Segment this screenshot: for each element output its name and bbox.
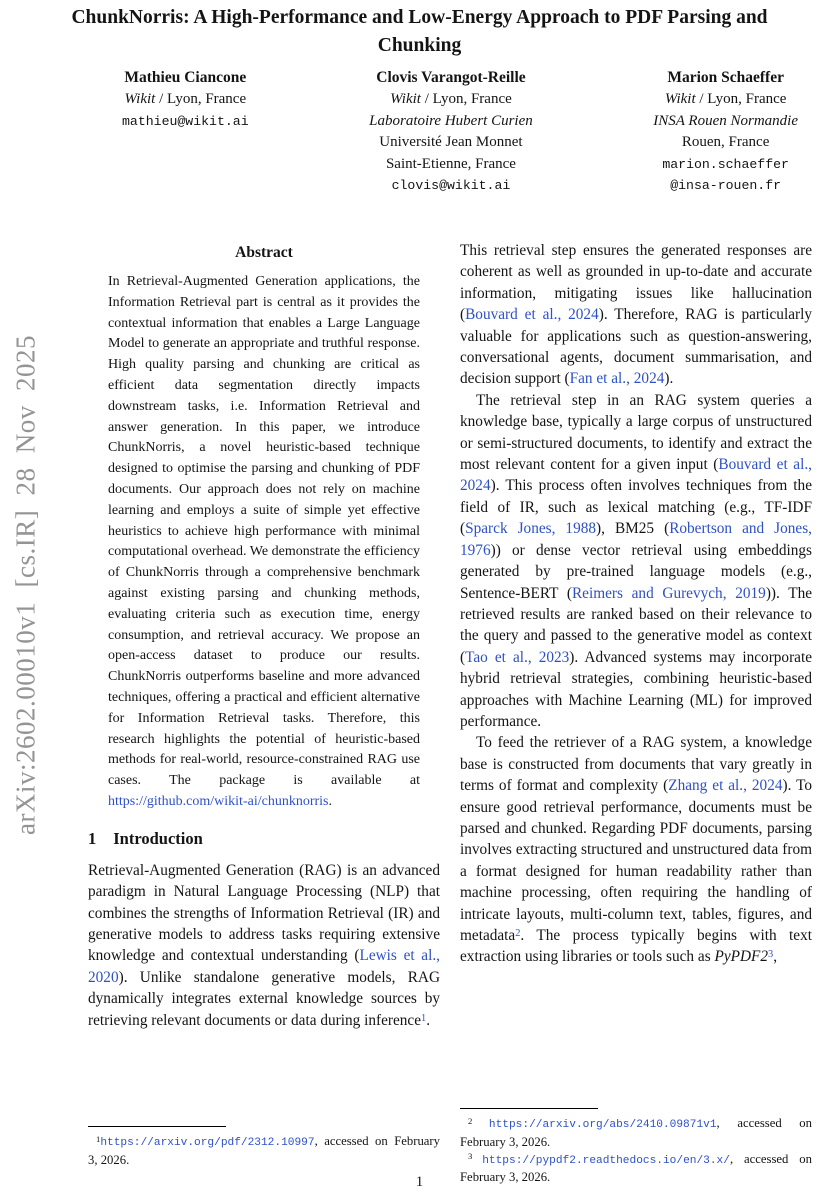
paragraph <box>460 240 812 390</box>
text-run: ). To ensure good retrieval performance, documents must be parsed and chunked. Regarding PDF documents, parsing involves extracting structured and unstructured data from a format designed for human readability rather than machine processing, often requiring the handling of intricate layouts, multi-column text, tables, figures, and metadata <box>460 777 812 944</box>
section-title: Introduction <box>113 828 203 848</box>
footnote-ref[interactable]: 3 <box>768 949 774 961</box>
text-run: INSA Rouen Normandie <box>653 112 798 129</box>
author-2 <box>369 66 533 197</box>
arxiv-watermark: arXiv:2602.00010v1 [cs.IR] 28 Nov 2025 <box>10 335 41 835</box>
paragraph <box>460 390 812 733</box>
citation-link[interactable]: Robertson and Jones, 1976 <box>460 520 812 559</box>
author-affiliation <box>653 132 798 154</box>
text-run: . The process typically begins with text extraction using libraries or tools such as <box>460 927 812 966</box>
footnote <box>88 1133 440 1169</box>
text-run: . <box>426 1011 431 1029</box>
author-email <box>122 111 249 133</box>
author-affiliation <box>653 111 798 133</box>
text-run: Wikit <box>390 91 421 107</box>
author-affiliation <box>369 154 533 176</box>
author-email <box>369 175 533 197</box>
author-name: Clovis Varangot-Reille <box>376 69 526 86</box>
text-run: In Retrieval-Augmented Generation applications, the Information Retrieval part is central as it provides the contextual information that enables a Large Language Model to generate an appropriate and truthful response. High quality parsing and chunking are critical as efficient data segmentation directly impacts downstream tasks, i.e. Information Retrieval and answer generation. In this paper, we introduce ChunkNorris, a novel heuristic-based technique designed to optimise the parsing and chunking of PDF documents. Our approach does not rely on machine learning and employs a suite of simple yet effective heuristics to achieve high performance with minimal computational overhead. We demonstrate the efficiency of ChunkNorris through a comprehensive benchmark against existing parsing and chunking methods, evaluating criteria such as execution time, energy consumption, and retrieval accuracy. We propose an open-access dataset to produce our results. ChunkNorris outperforms baseline and more advanced techniques, offering a practical and efficient alternative for Information Retrieval tasks. Therefore, this research highlights the potential of heuristic-based methods for real-world, resource-constrained RAG use cases. The package is available at <box>108 274 420 789</box>
citation-link[interactable]: Bouvard et al., 2024 <box>460 456 812 495</box>
footnote-ref[interactable]: 2 <box>515 928 521 940</box>
section-heading <box>88 829 440 849</box>
text-run: Université Jean Monnet <box>379 134 523 150</box>
citation-link[interactable]: Reimers and Gurevych, 2019 <box>571 584 766 602</box>
citation-link[interactable]: Tao et al., 2023 <box>465 648 570 666</box>
text-run: This retrieval step ensures the generated responses are coherent as well as grounded in up-to-date and accurate information, mitigating issues like hallucination ( <box>460 242 812 324</box>
right-column <box>460 240 812 1104</box>
text-run: Wikit <box>664 91 696 107</box>
section-number: 1 <box>88 828 97 848</box>
paper-title: ChunkNorris: A High-Performance and Low-Energy Approach to PDF Parsing and Chunking <box>71 7 768 57</box>
text-run: )) or dense vector retrieval using embeddings generated by pre-trained language models (e.g., Sentence-BERT ( <box>460 541 812 602</box>
paragraph <box>460 732 812 967</box>
paragraph <box>88 860 440 1031</box>
text-run: ). Unlike standalone generative models, RAG dynamically integrates external knowledge sources by retrieving relevant documents or data during inference <box>88 968 440 1029</box>
citation-link[interactable]: Zhang et al., 2024 <box>668 777 783 795</box>
author-affiliation <box>369 132 533 154</box>
text-run: ). Advanced systems may incorporate hybrid retrieval strategies, combining heuristic-based approaches with Machine Learning (ML) for improved performance. <box>460 648 812 730</box>
url-link[interactable]: https://arxiv.org/abs/2410.09871v1 <box>488 1119 717 1131</box>
text-run: )). The retrieved results are ranked based on their relevance to the query and passed to the generative model as context ( <box>460 584 812 666</box>
text-run: Retrieval-Augmented Generation (RAG) is an advanced paradigm in Natural Language Processing (NLP) that combines the strengths of Information Retrieval (IR) and generative models to address tasks requiring extensive knowledge and contextual understanding ( <box>88 861 440 965</box>
author-email <box>653 175 798 197</box>
author-email <box>653 154 798 176</box>
text-run: ). This process often involves techniques from the field of IR, such as lexical matching (e.g., TF-IDF ( <box>460 477 812 538</box>
text-run: . <box>328 793 332 809</box>
author-name: Marion Schaeffer <box>667 69 784 86</box>
text-run: / Lyon, France <box>695 91 787 107</box>
footnote <box>460 1115 812 1151</box>
author-affiliation <box>369 89 533 111</box>
footnote-rule <box>460 1108 598 1109</box>
text-run: / Lyon, France <box>420 91 512 107</box>
citation-link[interactable]: Bouvard et al., 2024 <box>465 306 599 324</box>
text-run: , accessed on February 3, 2026. <box>460 1151 812 1185</box>
left-column <box>88 240 440 1122</box>
citation-link[interactable]: Lewis et al., 2020 <box>88 947 440 986</box>
text-run: , accessed on February 3, 2026. <box>460 1116 812 1149</box>
text-run: Laboratoire Hubert Curien <box>369 112 533 129</box>
footnote-number: 2 <box>468 1115 489 1126</box>
email-text: clovis@wikit.ai <box>391 178 511 193</box>
footnote-ref[interactable]: 1 <box>421 1012 427 1024</box>
text-run: , accessed on February 3, 2026. <box>88 1134 440 1167</box>
text-run: ). Therefore, RAG is particularly valuable for applications such as question-answering, conversational agents, document summarisation, and decision support ( <box>460 306 812 388</box>
footnote-number: 1 <box>96 1133 101 1144</box>
text-run: Saint-Etienne, France <box>385 155 516 172</box>
url-link[interactable]: https://pypdf2.readthedocs.io/en/3.x/ <box>482 1154 730 1167</box>
text-run: The retrieval step in an RAG system queries a knowledge base, typically a large corpus of unstructured or semi-structured documents, to identify and extract the most relevant content for a given input ( <box>460 391 812 474</box>
abstract-text <box>88 272 440 813</box>
author-affiliation <box>653 89 798 111</box>
author-block <box>122 66 798 197</box>
text-run: To feed the retriever of a RAG system, a knowledge base is constructed from documents that vary greatly in terms of format and complexity ( <box>460 734 812 795</box>
citation-link[interactable]: Sparck Jones, 1988 <box>465 520 597 538</box>
author-name: Mathieu Ciancone <box>124 69 247 86</box>
text-run: , <box>773 948 778 966</box>
text-run: ). <box>664 370 674 388</box>
abstract-heading: Abstract <box>235 244 293 261</box>
author-affiliation <box>369 111 533 133</box>
page-number: 1 <box>415 1174 424 1190</box>
footnote-number: 3 <box>468 1151 483 1162</box>
footnote-rule <box>88 1126 226 1127</box>
citation-link[interactable]: Fan et al., 2024 <box>569 370 665 388</box>
author-1 <box>122 66 249 197</box>
text-run: PyPDF2 <box>714 948 768 966</box>
url-link[interactable]: https://arxiv.org/pdf/2312.10997 <box>100 1137 315 1149</box>
email-text: @insa-rouen.fr <box>670 178 782 193</box>
text-run: ), BM25 ( <box>596 520 670 538</box>
url-link[interactable]: https://github.com/wikit-ai/chunknorris <box>108 793 329 809</box>
text-run: / Lyon, France <box>155 91 247 107</box>
footnote-block-left <box>88 1126 440 1169</box>
email-text: marion.schaeffer <box>662 156 789 172</box>
author-affiliation <box>122 89 249 111</box>
text-run: Rouen, France <box>681 134 770 150</box>
author-3 <box>653 66 798 197</box>
text-run: Wikit <box>124 91 156 107</box>
email-text: mathieu@wikit.ai <box>122 113 249 129</box>
